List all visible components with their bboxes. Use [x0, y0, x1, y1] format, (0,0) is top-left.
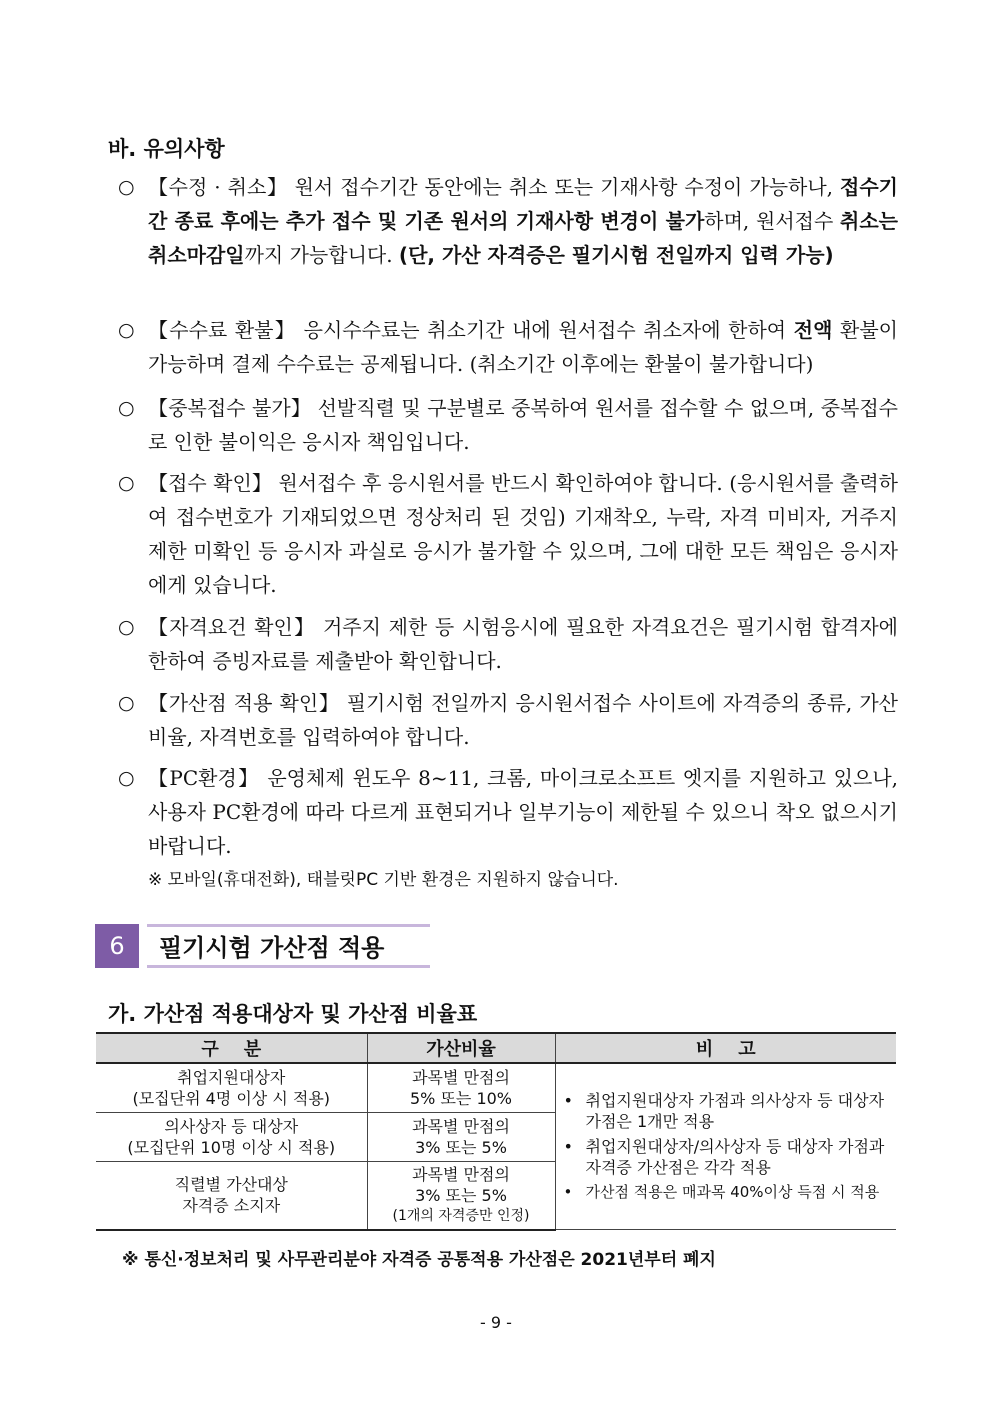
item-tag: 【가산점 적용 확인】 [148, 691, 340, 715]
remark-item [564, 1182, 891, 1203]
rate-line: 과목별 만점의 [412, 1067, 510, 1087]
notice-item-pc-env [118, 761, 898, 863]
circle-bullet-icon: ○ [118, 319, 135, 341]
bullet-icon: • [563, 1137, 573, 1156]
remark-item [564, 1136, 891, 1178]
item-tag: 【자격요건 확인】 [148, 615, 316, 639]
item-text: 까지 가능합니다. [244, 243, 399, 267]
rate-cell [367, 1161, 555, 1230]
notice-item-qualification [118, 610, 898, 678]
item-text: 운영체제 윈도우 8~11, 크롬, 마이크로소프트 엣지를 지원하고 있으나, 사용자 PC환경에 따라 다르게 표현되거나 일부기능이 제한될 수 있으니 착오 없으시기 바랍니다. [148, 766, 898, 858]
item-emphasis: 취소는 취소마감일 [148, 209, 898, 267]
circle-bullet-icon: ○ [118, 472, 135, 494]
col-header-category: 구 분 [96, 1033, 367, 1063]
footnote: ※ 통신·정보처리 및 사무관리분야 자격증 공통적용 가산점은 2021년부터 폐지 [122, 1250, 716, 1270]
item-tag: 【수정 · 취소】 [148, 175, 288, 199]
circle-bullet-icon: ○ [118, 397, 135, 419]
rate-cell [367, 1063, 555, 1112]
category-cell [96, 1161, 367, 1230]
circle-bullet-icon: ○ [118, 176, 135, 198]
category-cell [96, 1112, 367, 1161]
rate-line: 과목별 만점의 [412, 1116, 510, 1136]
category-cell [96, 1063, 367, 1112]
item-text: 하며, 원서접수 [704, 209, 841, 233]
circle-bullet-icon: ○ [118, 616, 135, 638]
notice-item-bonus-check [118, 686, 898, 754]
section-ba-title: 바. 유의사항 [108, 137, 225, 161]
item-text: 원서접수 후 응시원서를 반드시 확인하여야 합니다. (응시원서를 출력하여 접수번호가 기재되었으면 정상처리 된 것임) 기재착오, 누락, 자격 미비자, 거주지 제한 미확인 등 응시자 과실로 응시가 불가할 수 있으며, 그에 대한 모든 책임은 응시자에게 있습니다. [148, 471, 898, 597]
category-line: 의사상자 등 대상자 [164, 1116, 299, 1136]
category-line: (모집단위 4명 이상 시 적용) [132, 1088, 331, 1108]
table-row [96, 1063, 896, 1112]
circle-bullet-icon: ○ [118, 767, 135, 789]
bonus-rate-table [96, 1032, 896, 1231]
item-text: 응시수수료는 취소기간 내에 원서접수 취소자에 한하여 [296, 318, 794, 342]
item-tag: 【수수료 환불】 [148, 318, 297, 342]
rate-line: 3% 또는 5% [415, 1137, 507, 1157]
page-number: - 9 - [480, 1313, 512, 1332]
item-text: 환불이 가능하며 결제 수수료는 공제됩니다. (취소기간 이후에는 환불이 불가합니다) [148, 318, 898, 376]
rate-line: 3% 또는 5% [415, 1185, 507, 1205]
section-title: 필기시험 가산점 적용 [147, 924, 430, 968]
mobile-note: ※ 모바일(휴대전화), 태블릿PC 기반 환경은 지원하지 않습니다. [148, 870, 619, 890]
item-emphasis: 접수기간 종료 후에는 추가 접수 및 기존 원서의 기재사항 변경이 불가 [148, 175, 898, 233]
rate-line: (1개의 자격증만 인정) [392, 1207, 530, 1224]
category-line: (모집단위 10명 이상 시 적용) [127, 1137, 336, 1157]
category-line: 자격증 소지자 [182, 1196, 281, 1215]
remarks-cell [555, 1063, 896, 1230]
bullet-icon: • [563, 1091, 573, 1110]
item-text: 거주지 제한 등 시험응시에 필요한 자격요건은 필기시험 합격자에 한하여 증빙자료를 제출받아 확인합니다. [148, 615, 899, 673]
notice-item-edit-cancel [118, 170, 898, 272]
rate-cell [367, 1112, 555, 1161]
remark-item [564, 1090, 891, 1132]
category-line: 직렬별 가산대상 [174, 1175, 288, 1194]
item-text: 원서 접수기간 동안에는 취소 또는 기재사항 수정이 가능하나, [287, 175, 841, 199]
rate-line: 과목별 만점의 [412, 1164, 510, 1184]
item-tag: 【PC환경】 [148, 766, 260, 790]
item-emphasis: (단, 가산 자격증은 필기시험 전일까지 입력 가능) [398, 243, 834, 267]
table-header-row [96, 1033, 896, 1063]
circle-bullet-icon: ○ [118, 692, 135, 714]
item-text: 필기시험 전일까지 응시원서접수 사이트에 자격증의 종류, 가산비율, 자격번호를 입력하여야 합니다. [148, 691, 898, 749]
col-header-rate: 가산비율 [367, 1033, 555, 1063]
col-header-remarks: 비 고 [555, 1033, 896, 1063]
section-number-badge: 6 [95, 924, 139, 968]
rate-line: 5% 또는 10% [409, 1088, 513, 1108]
remark-text: 가산점 적용은 매과목 40%이상 득점 시 적용 [585, 1183, 880, 1201]
item-emphasis: 전액 [793, 318, 833, 342]
notice-item-confirm [118, 466, 898, 602]
item-text: 선발직렬 및 구분별로 중복하여 원서를 접수할 수 없으며, 중복접수로 인한 불이익은 응시자 책임입니다. [148, 396, 898, 454]
notice-item-refund [118, 313, 898, 381]
item-tag: 【중복접수 불가】 [148, 396, 312, 420]
section6-subtitle: 가. 가산점 적용대상자 및 가산점 비율표 [108, 1002, 478, 1026]
remark-text: 취업지원대상자/의사상자 등 대상자 가점과 자격증 가산점은 각각 적용 [585, 1137, 885, 1177]
category-line: 취업지원대상자 [177, 1067, 286, 1087]
item-tag: 【접수 확인】 [148, 471, 272, 495]
bullet-icon: • [563, 1183, 573, 1201]
notice-item-duplicate [118, 391, 898, 459]
remark-text: 취업지원대상자 가점과 의사상자 등 대상자 가점은 1개만 적용 [585, 1091, 885, 1131]
